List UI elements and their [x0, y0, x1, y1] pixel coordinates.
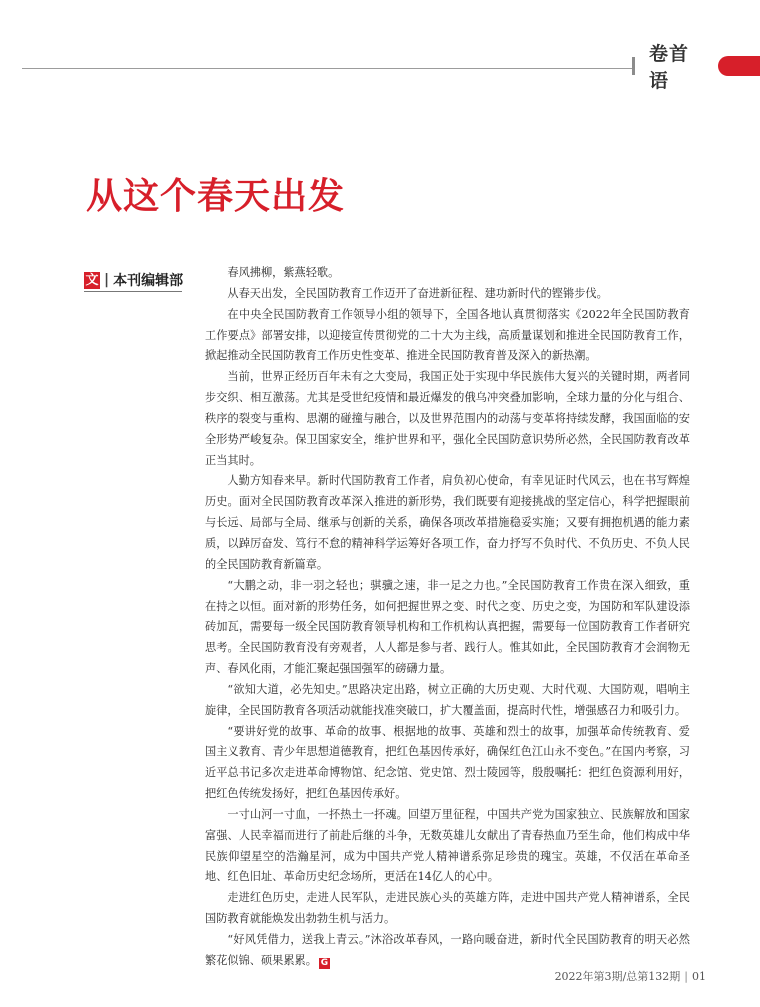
paragraph-text: 春风拂柳，紫燕轻歌。	[227, 266, 340, 279]
paragraph	[205, 305, 690, 368]
issue-separator: /	[622, 970, 627, 983]
byline-badge: 文	[85, 272, 99, 288]
paragraph-text: 人勤方知春来早。新时代国防教育工作者，肩负初心使命，有幸见证时代风云，也在书写辉煌历史。面对全民国防教育改革深入推进的新形势，我们既要有迎接挑战的坚定信心，科学把握眼前与长远、局部与全局、继承与创新的关系，确保各项改革措施稳妥实施；又要有拥抱机遇的能力素质，以踔厉奋发、笃行不怠的精神科学运筹好各项工作，奋力抒写不负时代、不负历史、不负人民的全民国防教育新篇章。	[205, 474, 690, 571]
paragraph	[205, 930, 690, 972]
header-tab	[718, 56, 760, 76]
page-number: 01	[692, 970, 706, 983]
paragraph-text: 当前，世界正经历百年未有之大变局，我国正处于实现中华民族伟大复兴的关键时期，两者同步交织、相互激荡。尤其是受世纪疫情和最近爆发的俄乌冲突叠加影响，全球力量的分化与组合、秩序的裂变与重构、思潮的碰撞与融合，以及世界范围内的动荡与变革将持续发酵，我国面临的安全形势严峻复杂。保卫国家安全，维护世界和平，强化全民国防意识势所必然，全民国防教育改革正当其时。	[205, 370, 690, 467]
paragraph-text: “好风凭借力，送我上青云。”沐浴改革春风，一路向暖奋进，新时代全民国防教育的明天必然繁花似锦、硕果累累。	[205, 933, 690, 967]
paragraph-text: 从春天出发，全民国防教育工作迈开了奋进新征程、建功新时代的铿锵步伐。	[227, 286, 608, 300]
paragraph-text: 一寸山河一寸血，一抔热土一抔魂。回望万里征程，中国共产党为国家独立、民族解放和国家富强、人民幸福而进行了前赴后继的斗争，无数英雄儿女献出了青春热血乃至生命，他们构成中华民族仰望星空的浩瀚星河，成为中国共产党人精神谱系弥足珍贵的瑰宝。英雄，不仅活在革命圣地、红色旧址、革命历史纪念场所，更活在14亿人的心中。	[205, 807, 690, 884]
paragraph	[205, 888, 690, 930]
byline-rule	[84, 291, 182, 292]
paragraph-text: “大鹏之动，非一羽之轻也；骐骥之速，非一足之力也。”全民国防教育工作贵在深入细致，重在持之以恒。面对新的形势任务，如何把握世界之变、时代之变、历史之变，为国防和军队建设添砖加瓦，需要每一级全民国防教育领导机构和工作机构认真把握，需要每一位国防教育工作者研究思考。全民国防教育没有旁观者，人人都是参与者、践行人。惟其如此，全民国防教育才会润物无声、春风化雨，才能汇聚起强国强军的磅礴力量。	[205, 578, 690, 676]
section-header	[632, 43, 760, 92]
article-body	[205, 263, 690, 972]
paragraph-text: 走进红色历史，走进人民军队，走进民族心头的英雄方阵，走进中国共产党人精神谱系，全民国防教育就能焕发出勃勃生机与活力。	[205, 891, 690, 926]
paragraph	[205, 284, 690, 305]
section-title: 卷首语	[648, 43, 689, 92]
paragraph-text: “欲知大道，必先知史。”思路决定出路，树立正确的大历史观、大时代观、大国防观，唱响主旋律，全民国防教育各项活动就能找准突破口，扩大覆盖面，提高时代性，增强感召力和吸引力。	[205, 682, 690, 717]
byline-author: 本刊编辑部	[113, 273, 184, 289]
paragraph	[205, 263, 690, 284]
paragraph	[205, 471, 690, 575]
total-issue-label: 总第132期	[626, 970, 681, 983]
paragraph-text: 在中央全民国防教育工作领导小组的领导下，全国各地认真贯彻落实《2022年全民国防教育工作要点》部署安排，以迎接宣传贯彻党的二十大为主线，高质量谋划和推进全民国防教育工作，掀起推动全民国防教育工作历史性变革、推进全民国防教育普及深入的新热潮。	[205, 307, 690, 363]
byline	[84, 270, 183, 290]
article-title: 从这个春天出发	[86, 176, 346, 217]
end-mark-icon: G	[320, 957, 329, 968]
paragraph	[205, 805, 690, 888]
paragraph	[205, 576, 690, 680]
byline-separator: |	[104, 272, 110, 288]
issue-label: 2022年第3期	[554, 970, 623, 983]
header-bar	[632, 57, 635, 75]
page-footer	[555, 968, 706, 984]
footer-divider: |	[684, 970, 688, 983]
paragraph	[205, 722, 690, 805]
paragraph	[205, 680, 690, 722]
paragraph	[205, 367, 690, 471]
header-rule	[22, 68, 632, 69]
paragraph-text: “要讲好党的故事、革命的故事、根据地的故事、英雄和烈士的故事，加强革命传统教育、爱国主义教育、青少年思想道德教育，把红色基因传承好，确保红色江山永不变色。”在国内考察，习近平总书记多次走进革命博物馆、纪念馆、党史馆、烈士陵园等，殷殷嘱托：把红色资源利用好，把红色传统发扬好，把红色基因传承好。	[205, 724, 690, 801]
